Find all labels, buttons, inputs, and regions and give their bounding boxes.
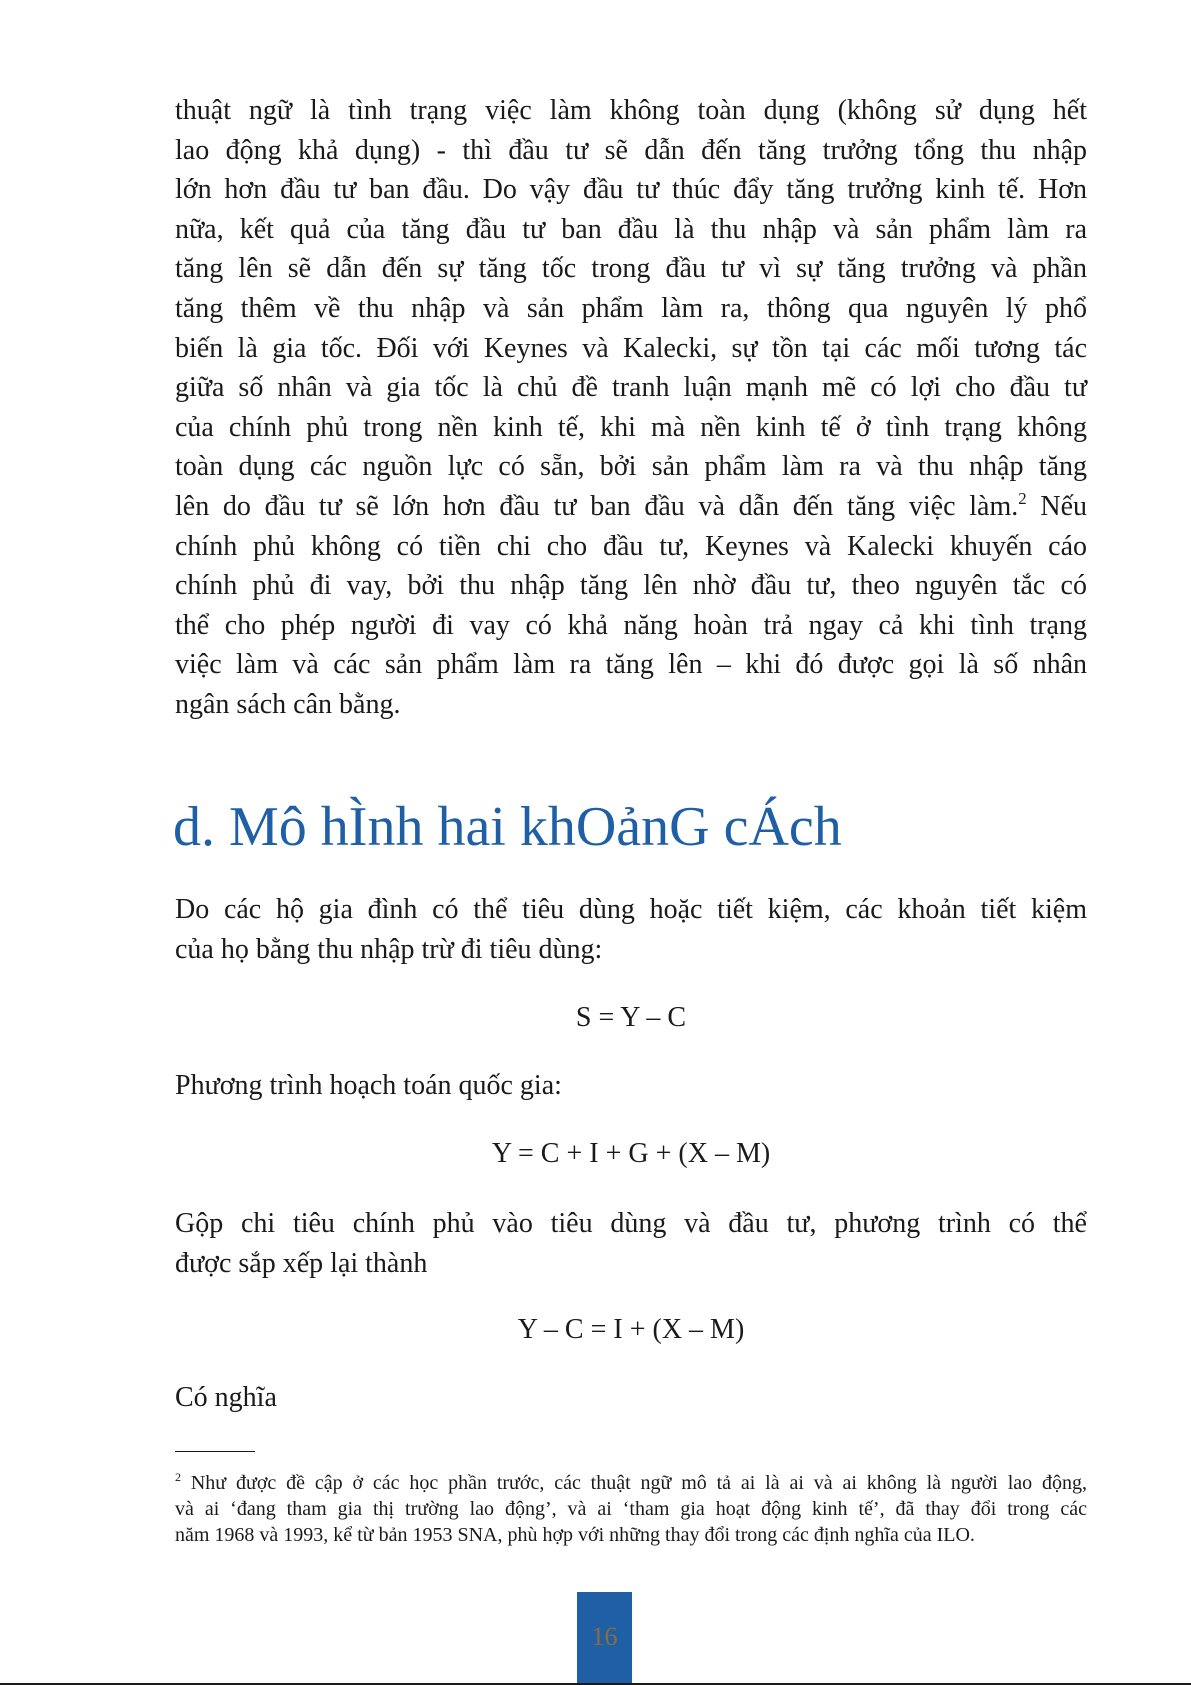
footnote-number: 2 xyxy=(175,1470,181,1485)
paragraph-line: thể cho phép người đi vay có khả năng hoàn trả ngay cả khi tình trạng xyxy=(175,609,1087,641)
paragraph-line: tăng lên sẽ dẫn đến sự tăng tốc trong đầu tư vì sự tăng trưởng và phần xyxy=(175,253,1087,285)
paragraph-line: việc làm và các sản phẩm làm ra tăng lên – khi đó được gọi là số nhân xyxy=(175,649,1087,681)
footnote-line: và ai ‘đang tham gia thị trường lao động’, và ai ‘tham gia hoạt động kinh tế’, đã thay đổi trong các xyxy=(175,1498,1087,1520)
footnote-line xyxy=(175,1470,1087,1496)
line-text: Như được đề cập ở các học phần trước, các thuật ngữ mô tả ai là ai và ai không là người lao động, xyxy=(190,1472,1087,1494)
footnote-divider xyxy=(175,1451,255,1452)
page-number: 16 xyxy=(591,1622,618,1651)
paragraph-line: toàn dụng các nguồn lực có sẵn, bởi sản phẩm làm ra và thu nhập tăng xyxy=(175,451,1087,483)
paragraph-line: của chính phủ trong nền kinh tế, khi mà nền kinh tế ở tình trạng không xyxy=(175,411,1087,443)
intro-paragraph xyxy=(175,91,1087,725)
paragraph-line-with-footnote xyxy=(175,487,1087,527)
paragraph-line: thuật ngữ là tình trạng việc làm không toàn dụng (không sử dụng hết xyxy=(175,95,1087,126)
paragraph-line: được sắp xếp lại thành xyxy=(175,1247,428,1279)
footnote-reference[interactable]: 2 xyxy=(1018,489,1027,509)
line-text: Nếu xyxy=(1026,490,1087,522)
footnote xyxy=(175,1470,1087,1548)
paragraph-line: giữa số nhân và gia tốc là chủ đề tranh luận mạnh mẽ có lợi cho đầu tư xyxy=(175,372,1087,404)
accounts-intro xyxy=(175,1066,1087,1106)
footnote-line: năm 1968 và 1993, kể từ bản 1953 SNA, phù hợp với những thay đổi trong các định nghĩa của ILO. xyxy=(175,1524,975,1546)
paragraph-line: biến là gia tốc. Đối với Keynes và Kalecki, sự tồn tại các mối tương tác xyxy=(175,332,1087,364)
paragraph-line: Phương trình hoạch toán quốc gia: xyxy=(175,1070,562,1101)
equation-rearranged: Y – C = I + (X – M) xyxy=(517,1314,745,1345)
paragraph-line: chính phủ đi vay, bởi thu nhập tăng lên nhờ đầu tư, theo nguyên tắc có xyxy=(175,570,1087,602)
paragraph-line: lớn hơn đầu tư ban đầu. Do vậy đầu tư thúc đẩy tăng trưởng kinh tế. Hơn xyxy=(175,174,1087,206)
paragraph-line: của họ bằng thu nhập trừ đi tiêu dùng: xyxy=(175,933,603,965)
meaning-line xyxy=(175,1378,1087,1418)
paragraph-line: tăng thêm về thu nhập và sản phẩm làm ra, thông qua nguyên lý phổ xyxy=(175,292,1087,324)
savings-paragraph xyxy=(175,890,1087,969)
paragraph-line: lao động khả dụng) - thì đầu tư sẽ dẫn đến tăng trưởng tổng thu nhập xyxy=(175,134,1087,166)
section-heading: d. Mô hÌnh hai khOảnG cÁch xyxy=(173,796,842,858)
page-number-tab xyxy=(577,1592,632,1685)
paragraph-line: nữa, kết quả của tăng đầu tư ban đầu là thu nhập và sản phẩm làm ra xyxy=(175,213,1087,245)
paragraph-line: Có nghĩa xyxy=(175,1382,277,1413)
paragraph-line: chính phủ không có tiền chi cho đầu tư, Keynes và Kalecki khuyến cáo xyxy=(175,530,1087,562)
equation-savings: S = Y – C xyxy=(575,1002,687,1033)
equation-national-accounts: Y = C + I + G + (X – M) xyxy=(491,1138,771,1169)
rearrange-paragraph xyxy=(175,1204,1087,1283)
line-text: lên do đầu tư sẽ lớn hơn đầu tư ban đầu và dẫn đến tăng việc làm. xyxy=(175,490,1019,522)
paragraph-line: ngân sách cân bằng. xyxy=(175,688,401,720)
paragraph-line: Do các hộ gia đình có thể tiêu dùng hoặc tiết kiệm, các khoản tiết kiệm xyxy=(175,894,1087,925)
paragraph-line: Gộp chi tiêu chính phủ vào tiêu dùng và đầu tư, phương trình có thể xyxy=(175,1208,1087,1239)
